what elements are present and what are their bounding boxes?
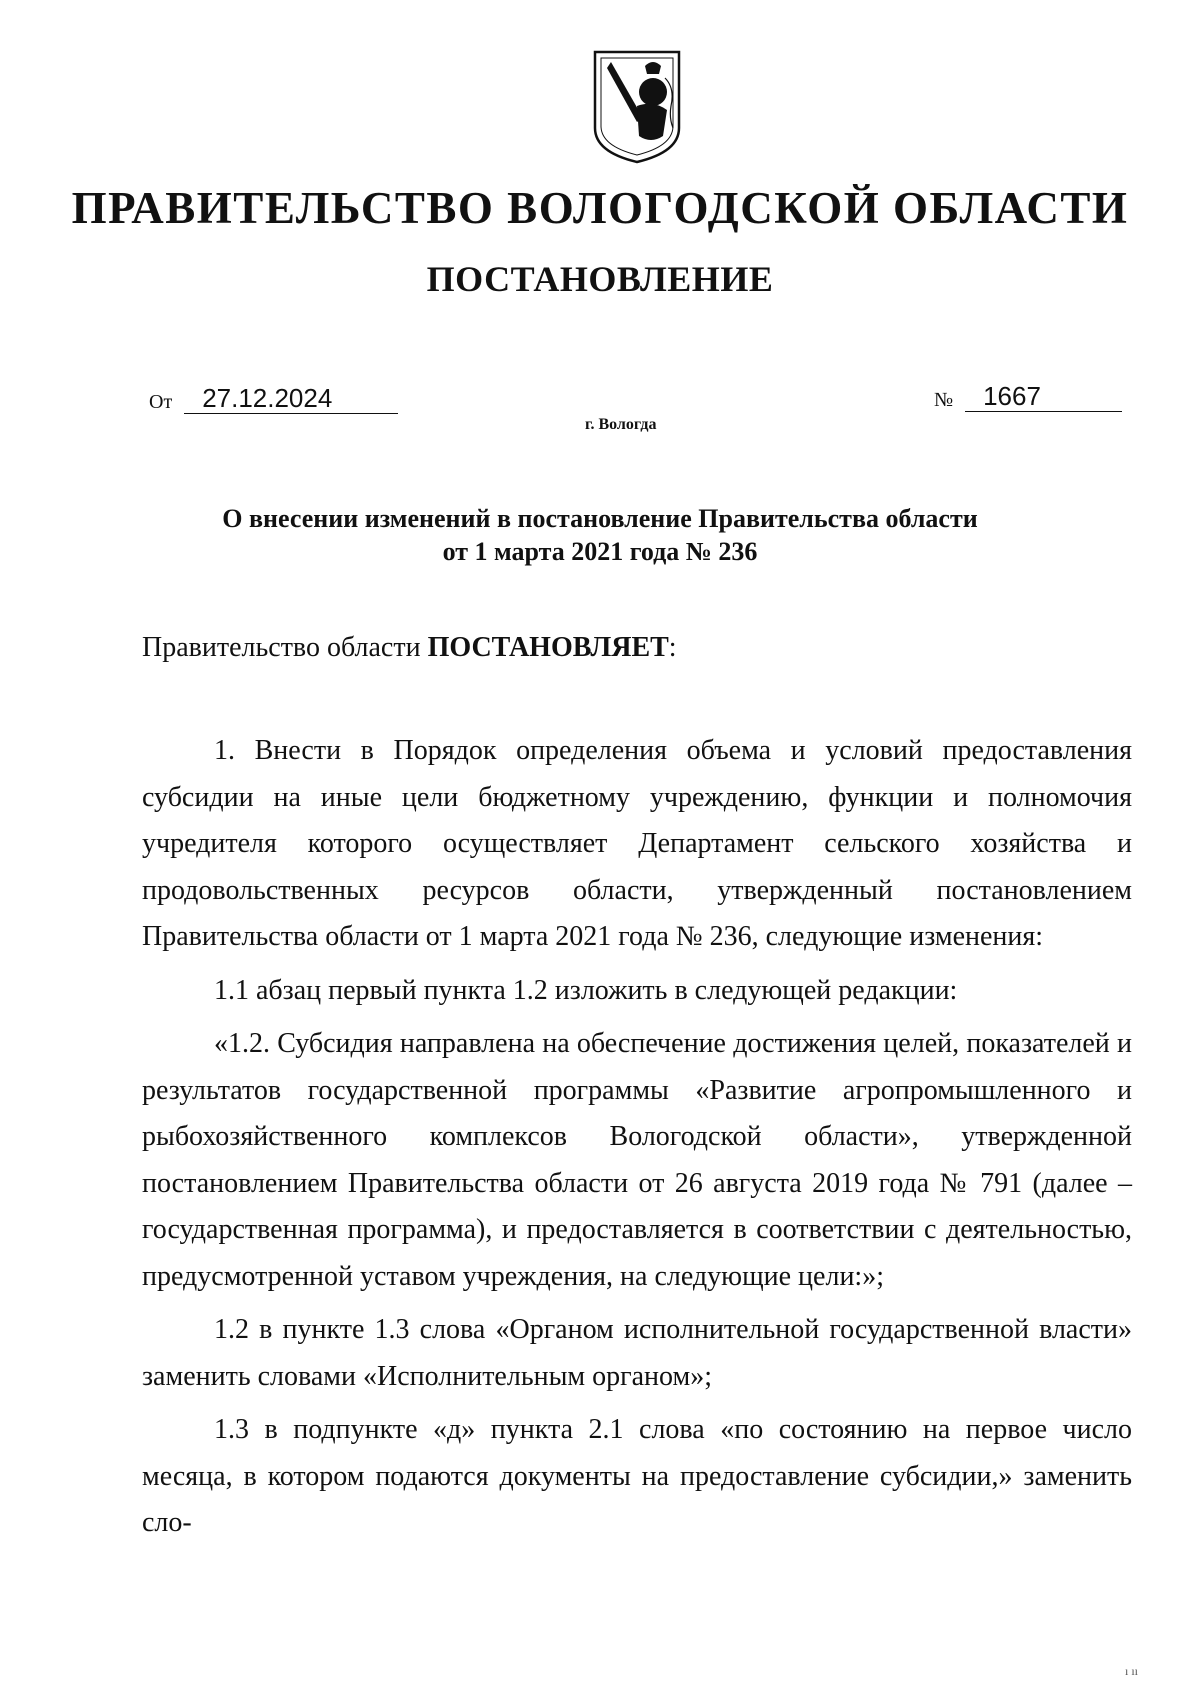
paragraph: 1.2 в пункте 1.3 слова «Органом исполнительной государственной власти» заменить словами «Исполнительным органом»; [142,1314,1132,1392]
intro-bold: ПОСТАНОВЛЯЕТ [427,632,669,663]
resolution-intro [142,632,677,664]
document-number: 1667 [965,381,1122,412]
paragraph: 1.1 абзац первый пункта 1.2 изложить в следующей редакции: [214,974,958,1006]
document-subject [140,502,1060,568]
paragraph: 1.3 в подпункте «д» пункта 2.1 слова «по состоянию на первое число месяца, в котором подаются документы на предоставление субсидии,» заменить сло- [142,1414,1132,1538]
document-date: 27.12.2024 [184,383,398,414]
number-row [934,381,1122,412]
page-corner-mark: ı ıı [1125,1664,1139,1678]
document-body [142,728,1132,1554]
city: г. Вологда [585,416,657,433]
date-prefix: От [149,391,173,413]
paragraph: 1. Внести в Порядок определения объема и условий предоставления субсидии на иные цели бюджетному учреждению, функции и полномочия учредителя которого осуществляет Департамент сельского хозяйства и продовольственных ресурсов области, утвержденный постановлением Правительства области от 1 марта 2021 года № 236, следующие изменения: [142,735,1132,952]
document-type: ПОСТАНОВЛЕНИЕ [426,259,774,299]
government-title: ПРАВИТЕЛЬСТВО ВОЛОГОДСКОЙ ОБЛАСТИ [71,183,1129,233]
subject-line-1: О внесении изменений в постановление Правительства области [222,504,978,533]
intro-text: Правительство области [142,632,428,663]
subject-line-2: от 1 марта 2021 года № 236 [442,537,758,566]
number-prefix: № [934,389,954,411]
paragraph: «1.2. Субсидия направлена на обеспечение достижения целей, показателей и результатов государственной программы «Развитие агропромышленного и рыбохозяйственного комплексов Вологодской области», утвержденной постановлением Правительства области от 26 августа 2019 года № 791 (далее – государственная программа), и предоставляется в соответствии с деятельностью, предусмотренной уставом учреждения, на следующие цели:»; [142,1028,1132,1292]
coat-of-arms-icon [591,48,683,166]
date-row [149,383,398,414]
intro-suffix: : [668,632,677,663]
